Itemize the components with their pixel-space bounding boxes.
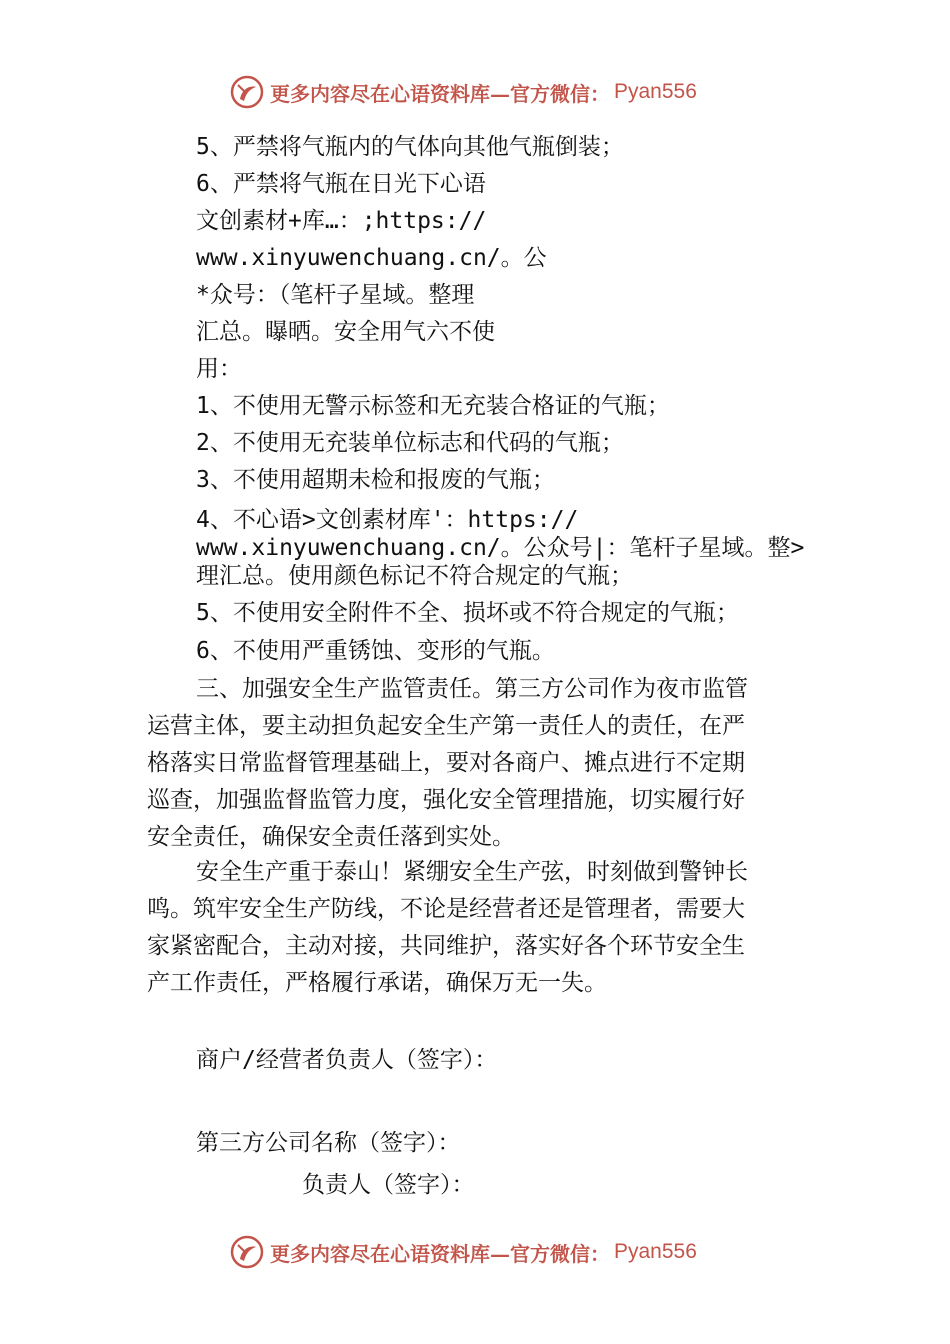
signature-merchant: 商户/经营者负责人（签字）：	[196, 1047, 498, 1073]
paragraph-line: 家紧密配合，主动对接，共同维护，落实好各个环节安全生	[147, 933, 745, 959]
body-line: 理汇总。使用颜色标记不符合规定的气瓶；	[196, 563, 633, 589]
paragraph-line: 运营主体，要主动担负起安全生产第一责任人的责任，在严	[147, 713, 745, 739]
body-line: 5、不使用安全附件不全、损坏或不符合规定的气瓶；	[196, 600, 739, 626]
body-line: 5、严禁将气瓶内的气体向其他气瓶倒装；	[196, 134, 624, 160]
body-line: 汇总。曝晒。安全用气六不使	[196, 319, 495, 345]
watermark-text: 更多内容尽在心语资料库—官方微信：	[270, 1241, 610, 1266]
body-line: 4、不心语>文创素材库'：https://	[196, 507, 579, 533]
paragraph-line: 安全责任，确保安全责任落到实处。	[147, 824, 515, 850]
signature-company: 第三方公司名称（签字）：	[196, 1130, 461, 1156]
body-line: 2、不使用无充装单位标志和代码的气瓶；	[196, 430, 624, 456]
body-line: www.xinyuwenchuang.cn/。公	[196, 245, 547, 271]
paragraph-line: 鸣。筑牢安全生产防线，不论是经营者还是管理者，需要大	[147, 896, 745, 922]
watermark-text: 更多内容尽在心语资料库—官方微信：	[270, 81, 610, 106]
logo-icon	[230, 1235, 264, 1269]
logo-icon	[230, 75, 264, 109]
body-line: 3、不使用超期未检和报废的气瓶；	[196, 467, 555, 493]
paragraph-line: 巡查，加强监督监管力度，强化安全管理措施，切实履行好	[147, 787, 745, 813]
paragraph-line: 安全生产重于泰山！紧绷安全生产弦，时刻做到警钟长	[196, 859, 748, 885]
paragraph-line: 产工作责任，严格履行承诺，确保万无一失。	[147, 970, 607, 996]
body-line: *众号：（笔杆子星域。整理	[196, 282, 475, 308]
body-line: www.xinyuwenchuang.cn/。公众号|：笔杆子星域。整>	[196, 535, 805, 561]
watermark-id: Pyan556	[614, 1240, 697, 1263]
body-line: 6、严禁将气瓶在日光下心语	[196, 171, 486, 197]
paragraph-line: 三、加强安全生产监管责任。第三方公司作为夜市监管	[196, 676, 748, 702]
watermark-id: Pyan556	[614, 80, 697, 103]
watermark-footer	[230, 1232, 730, 1272]
body-line: 用：	[196, 356, 242, 382]
signature-responsible: 负责人（签字）：	[302, 1172, 475, 1198]
paragraph-line: 格落实日常监督管理基础上，要对各商户、摊点进行不定期	[147, 750, 745, 776]
body-line: 6、不使用严重锈蚀、变形的气瓶。	[196, 638, 555, 664]
body-line: 文创素材+库…：;https://	[196, 208, 487, 234]
watermark-header	[230, 72, 730, 112]
body-line: 1、不使用无警示标签和无充装合格证的气瓶；	[196, 393, 670, 419]
